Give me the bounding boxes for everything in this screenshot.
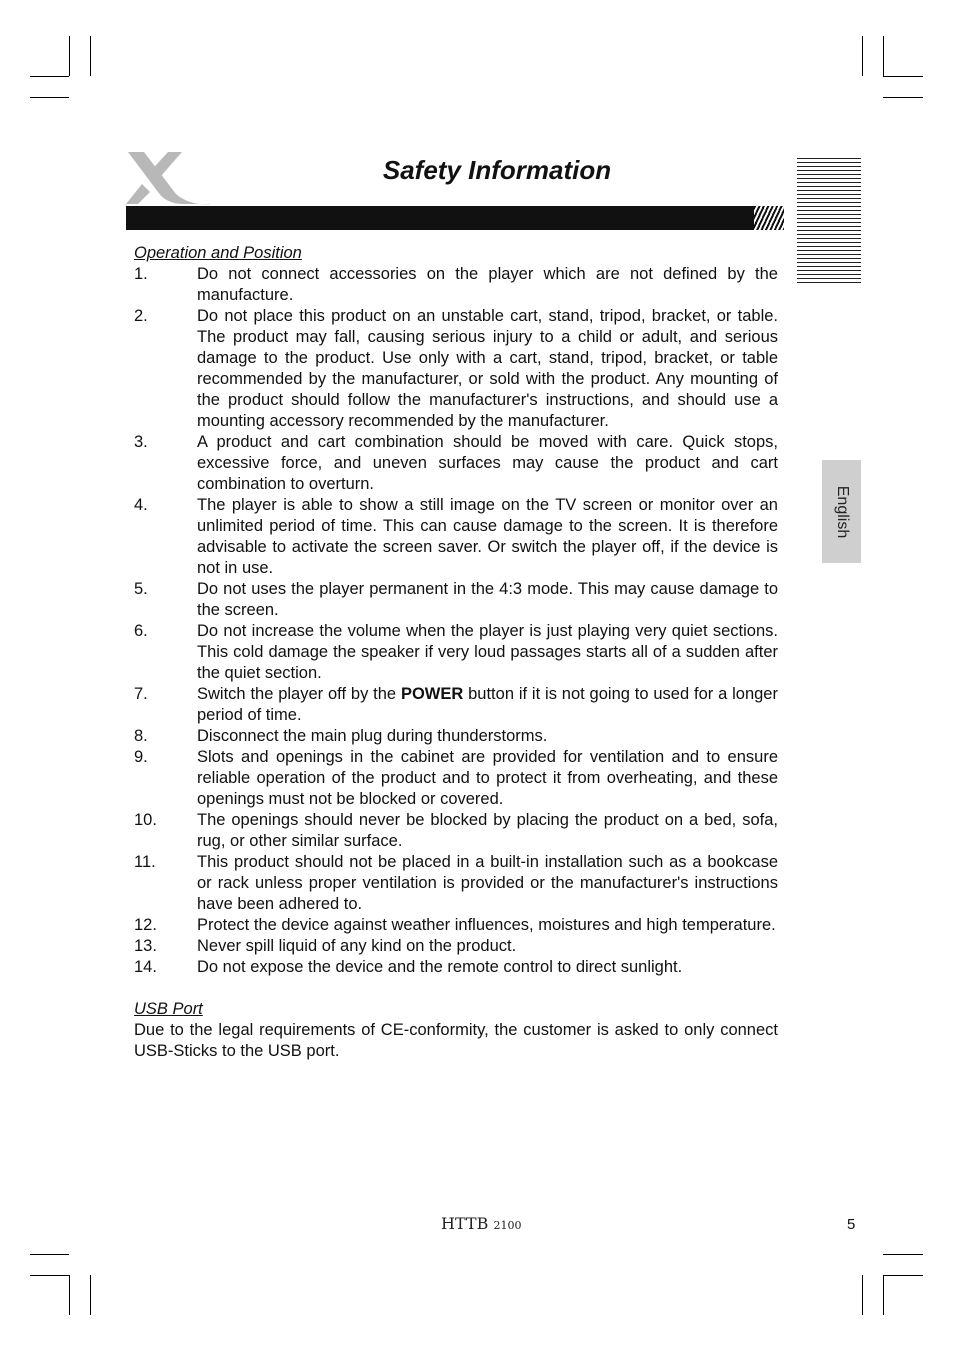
- page-number: 5: [847, 1216, 856, 1233]
- section-heading-operation: Operation and Position: [134, 244, 302, 262]
- stripe-pattern-icon: [797, 158, 861, 284]
- list-item: 3. A product and cart combination should be moved with care. Quick stops, excessive force, and uneven surfaces may cause the product and cart combination to overturn.: [134, 433, 778, 493]
- crop-mark: [883, 76, 923, 77]
- list-item: 6. Do not increase the volume when the player is just playing very quiet sections. This cold damage the speaker if very loud passages starts all of a sudden after the quiet section.: [134, 622, 778, 682]
- crop-mark: [862, 36, 863, 76]
- hatch-decoration: [754, 206, 784, 230]
- title-bar: [126, 206, 784, 230]
- list-item: 7. Switch the player off by the POWER button if it is not going to used for a longer period of time.: [134, 685, 778, 724]
- crop-mark: [69, 1275, 70, 1315]
- crop-mark: [90, 36, 91, 76]
- crop-mark: [30, 97, 69, 98]
- crop-mark: [883, 97, 923, 98]
- list-item: 1. Do not connect accessories on the player which are not defined by the manufacture.: [134, 265, 778, 304]
- crop-mark: [883, 1275, 923, 1276]
- crop-mark: [862, 1275, 863, 1315]
- crop-mark: [90, 1275, 91, 1315]
- crop-mark: [883, 1254, 923, 1255]
- crop-mark: [30, 1275, 69, 1276]
- crop-mark: [30, 1254, 69, 1255]
- language-tab-label: English: [833, 485, 851, 538]
- list-item: 2. Do not place this product on an unstable cart, stand, tripod, bracket, or table. The product may fall, causing serious injury to a child or adult, and serious damage to the product. Use only with a cart, stand, tripod, bracket, or table recommended by the manufacturer, or sold with the product. Any mounting of the product should follow the manufacturer's instructions, and should use a mounting accessory recommended by the manufacturer.: [134, 307, 778, 430]
- crop-mark: [69, 36, 70, 76]
- crop-mark: [883, 1275, 884, 1315]
- list-item: 13. Never spill liquid of any kind on the product.: [134, 937, 517, 955]
- list-item: 10. The openings should never be blocked by placing the product on a bed, sofa, rug, or other similar surface.: [134, 811, 778, 850]
- section-heading-usb: USB Port: [134, 1000, 203, 1018]
- usb-paragraph: Due to the legal requirements of CE-conformity, the customer is asked to only connect USB-Sticks to the USB port.: [134, 1021, 778, 1060]
- list-item: 5. Do not uses the player permanent in the 4:3 mode. This may cause damage to the screen.: [134, 580, 778, 619]
- crop-mark: [883, 36, 884, 76]
- safety-list: [134, 264, 778, 978]
- list-item: 12. Protect the device against weather influences, moistures and high temperature.: [134, 916, 776, 934]
- list-item: 8. Disconnect the main plug during thunderstorms.: [134, 727, 548, 745]
- model-name: HTTB 2100: [441, 1214, 522, 1233]
- power-button-label: POWER: [400, 685, 464, 703]
- list-item: 9. Slots and openings in the cabinet are provided for ventilation and to ensure reliable operation of the product and to protect it from overheating, and these openings must not be blocked or covered.: [134, 748, 778, 808]
- page-title: Safety Information: [382, 155, 612, 185]
- list-item: 4. The player is able to show a still image on the TV screen or monitor over an unlimited period of time. This can cause damage to the screen. It is therefore advisable to activate the screen saver. Or switch the player off, if the device is not in use.: [134, 496, 778, 577]
- list-item: 14. Do not expose the device and the remote control to direct sunlight.: [134, 958, 683, 976]
- list-item: 11. This product should not be placed in a built-in installation such as a bookcase or rack unless proper ventilation is provided or the manufacturer's instructions have been adhered to.: [134, 853, 778, 913]
- document-body: [134, 243, 778, 1062]
- crop-mark: [30, 76, 69, 77]
- language-tab: [822, 460, 861, 563]
